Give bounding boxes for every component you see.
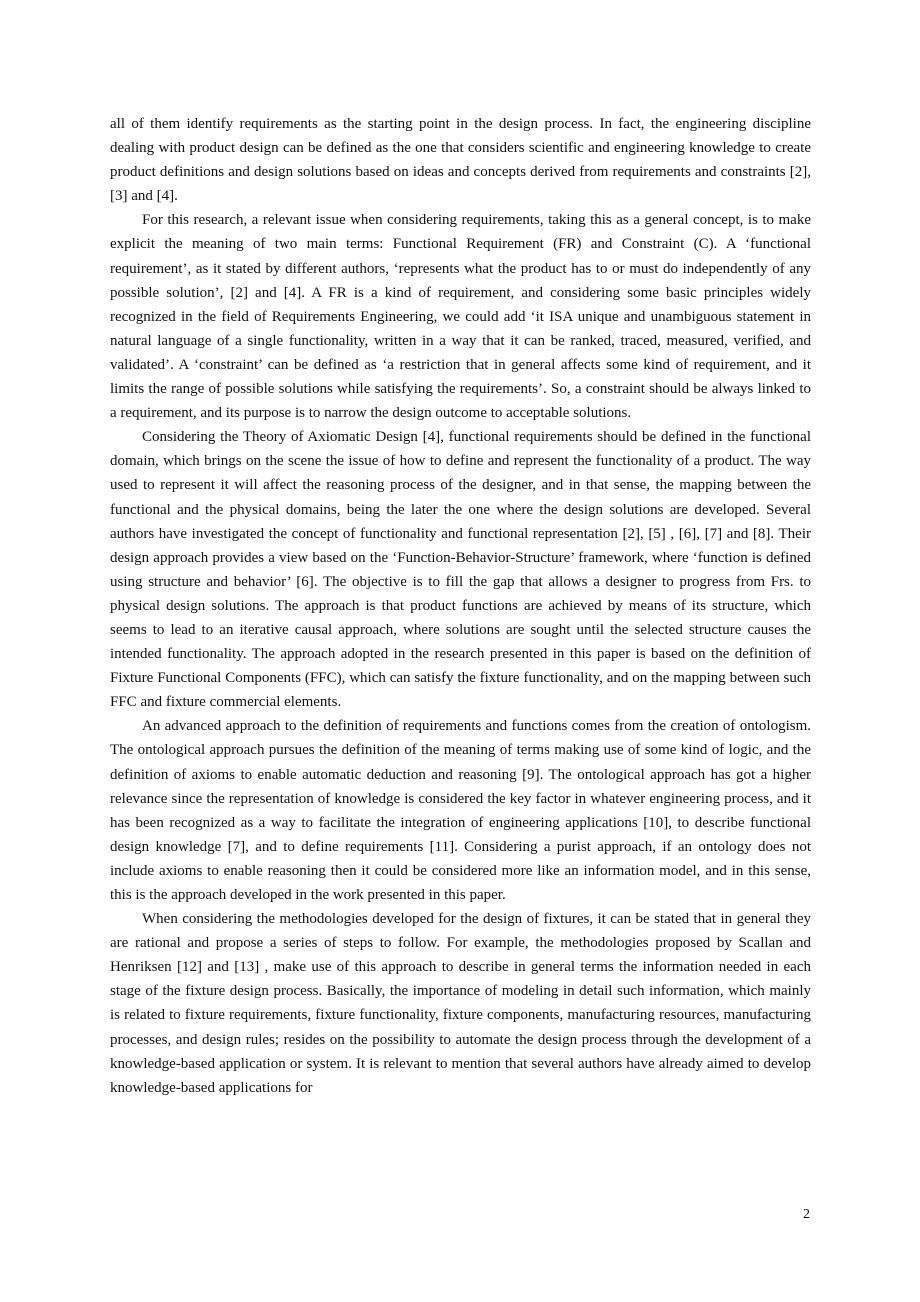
paragraph-ontology-approach: An advanced approach to the definition of requirements and functions comes from the creation of ontologism. The ontological approach pursues the definition of the meaning of terms making use of some kind of logic, and the definition of axioms to enable automatic deduction and reasoning [9]. The ontological approach has got a higher relevance since the representation of knowledge is considered the key factor in whatever engineering process, and it has been recognized as a way to facilitate the integration of engineering applications [10], to describe functional design knowledge [7], and to define requirements [11]. Considering a purist approach, if an ontology does not include axioms to enable reasoning then it could be considered more like an information model, and in this sense, this is the approach developed in the work presented in this paper. <box>110 718 811 903</box>
paragraph-fixture-methodologies: When considering the methodologies developed for the design of fixtures, it can be stated that in general they are rational and propose a series of steps to follow. For example, the methodologies proposed by Scallan and Henriksen [12] and [13] , make use of this approach to describe in general terms the information needed in each stage of the fixture design process. Basically, the importance of modeling in detail such information, which mainly is related to fixture requirements, fixture functionality, fixture components, manufacturing resources, manufacturing processes, and design rules; resides on the possibility to automate the design process through the development of a knowledge-based application or system. It is relevant to mention that several authors have already aimed to develop knowledge-based applications for <box>110 911 811 1096</box>
paragraph-requirements-definition: For this research, a relevant issue when considering requirements, taking this as a general concept, is to make explicit the meaning of two main terms: Functional Requirement (FR) and Constraint (C). A ‘functional requirement’, as it stated by different authors, ‘represents what the product has to or must do independently of any possible solution’, [2] and [4]. A FR is a kind of requirement, and considering some basic principles widely recognized in the field of Requirements Engineering, we could add ‘it ISA unique and unambiguous statement in natural language of a single functionality, written in a way that it can be ranked, traced, measured, verified, and validated’. A ‘constraint’ can be defined as ‘a restriction that in general affects some kind of requirement, and it limits the range of possible solutions while satisfying the requirements’. So, a constraint should be always linked to a requirement, and its purpose is to narrow the design outcome to acceptable solutions. <box>110 212 811 422</box>
paragraph-axiomatic-design: Considering the Theory of Axiomatic Design [4], functional requirements should be defined in the functional domain, which brings on the scene the issue of how to define and represent the functionality of a product. The way used to represent it will affect the reasoning process of the designer, and in that sense, the mapping between the functional and the physical domains, being the later the one where the design solutions are developed. Several authors have investigated the concept of functionality and functional representation [2], [5] , [6], [7] and [8]. Their design approach provides a view based on the ‘Function-Behavior-Structure’ framework, where ‘function is defined using structure and behavior’ [6]. The objective is to fill the gap that allows a designer to progress from Frs. to physical design solutions. The approach is that product functions are achieved by means of its structure, which seems to lead to an iterative causal approach, where solutions are sought until the selected structure causes the intended functionality. The approach adopted in the research presented in this paper is based on the definition of Fixture Functional Components (FFC), which can satisfy the fixture functionality, and on the mapping between such FFC and fixture commercial elements. <box>110 429 811 711</box>
page-body <box>110 112 811 1100</box>
paragraph-continuation: all of them identify requirements as the starting point in the design process. In fact, the engineering discipline dealing with product design can be defined as the one that considers scientific and engineering knowledge to create product definitions and design solutions based on ideas and concepts derived from requirements and constraints [2], [3] and [4]. <box>110 116 811 205</box>
page-number: 2 <box>803 1207 810 1222</box>
